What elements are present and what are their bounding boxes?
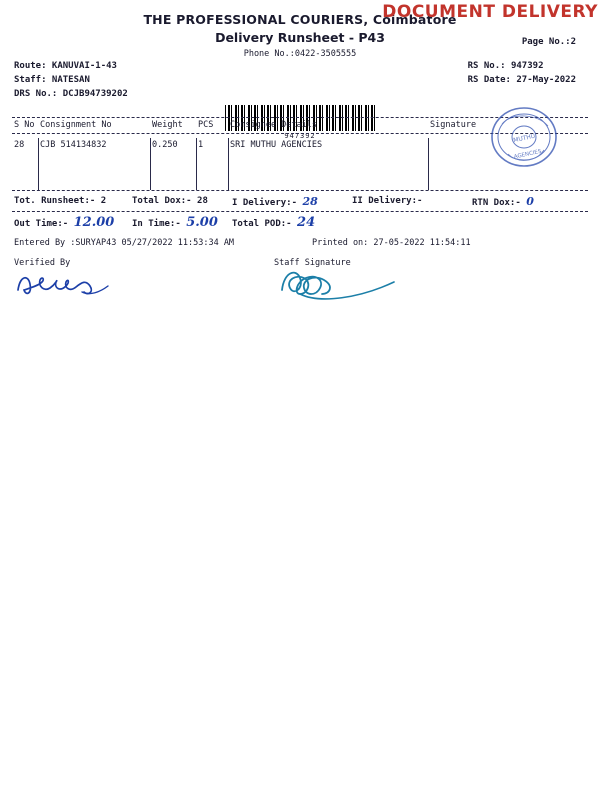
table-divider-2 [150,138,151,190]
entered-by: Entered By :SURYAP43 05/27/2022 11:53:34 AM [14,238,235,248]
route-label: Route: KANUVAI-1-43 [14,61,117,71]
document-delivery-watermark: DOCUMENT DELIVERY [382,2,598,22]
totals-block [12,191,588,232]
first-delivery-value: 28 [302,194,318,208]
table-divider-4 [228,138,229,190]
table-divider-3 [196,138,197,190]
svg-text:MUTHU: MUTHU [512,132,536,145]
second-delivery-label: II Delivery:- [352,196,423,206]
out-time-label: Out Time:- [14,218,69,229]
total-runsheet: Tot. Runsheet:- 2 [14,196,107,206]
col-header-consignment: Consignment No [40,120,112,130]
table-divider-5 [428,138,429,190]
total-pod-label: Total POD:- [232,218,292,229]
svg-text:AGENCIES: AGENCIES [513,148,543,161]
document-footer [12,238,588,298]
drs-number-label: DRS No.: DCJB94739202 [14,89,128,99]
meta-right-column [468,59,576,87]
total-pod [232,215,352,230]
col-header-pcs: PCS [198,120,214,130]
totals-row-1 [12,191,588,211]
rtn-dox-value: 0 [526,194,534,208]
in-time-value: 5.00 [186,214,218,230]
rs-number-label: RS No.: 947392 [467,61,544,71]
col-header-sno: S No [14,120,35,130]
total-pod-value: 24 [297,214,316,230]
total-dox: Total Dox:- 28 [132,196,208,206]
company-phone: Phone No.:0422-3505555 [243,49,357,59]
company-name: THE PROFESSIONAL COURIERS, Coimbatore [143,12,457,27]
first-delivery [232,195,352,208]
col-header-signature: Signature [430,120,477,130]
staff-label: Staff: NATESAN [14,75,90,85]
cell-sno: 28 [14,140,25,150]
printed-on: Printed on: 27-05-2022 11:54:11 [312,238,471,248]
out-time [12,215,132,230]
out-time-value: 12.00 [73,214,115,230]
in-time-label: In Time:- [132,218,181,229]
cell-consignee: SRI MUTHU AGENCIES [230,140,323,150]
staff-signature-ink [270,264,430,304]
first-delivery-label: I Delivery:- [232,197,298,208]
rubber-stamp-icon [482,104,566,170]
meta-left-column [14,59,128,101]
cell-consignment-no: CJB 514134832 [40,140,107,150]
page-number: Page No.:2 [521,37,576,47]
in-time [132,215,232,230]
cell-pcs: 1 [198,140,204,150]
col-header-weight: Weight [152,120,183,130]
rtn-dox [472,195,588,208]
document-title: Delivery Runsheet - P43 [215,30,385,45]
rtn-dox-label: RTN Dox:- [472,197,521,208]
table-divider-1 [38,138,39,190]
cell-weight: 0.250 [152,140,178,150]
verified-signature-ink [12,268,122,302]
staff-signature-label: Staff Signature [274,258,351,268]
verified-by-label: Verified By [14,258,71,268]
totals-row-2 [12,212,588,232]
rs-date-label: RS Date: 27-May-2022 [467,75,576,85]
col-header-consignee: Consignee Details [230,120,317,130]
barcode-number: 947392 [284,132,316,140]
